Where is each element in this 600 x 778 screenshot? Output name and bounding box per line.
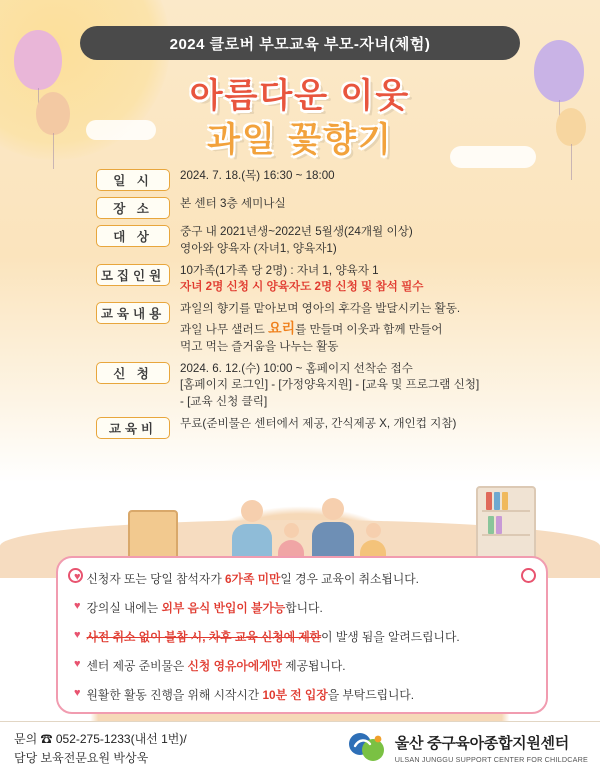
heart-icon: ♥	[74, 571, 81, 583]
notice-box	[56, 556, 548, 714]
info-row	[96, 361, 516, 411]
contact-phone: 문의 ☎ 052-275-1233(내선 1번)/	[14, 732, 187, 746]
poster-title-line1: 아름다운 이웃	[189, 77, 411, 115]
circle-punch-right-icon	[521, 568, 536, 583]
notice-text: 센터 제공 준비물은 신청 영유아에게만 제공됩니다.	[86, 659, 346, 673]
heart-icon: ♥	[74, 629, 81, 641]
notice-emphasis: 사전 취소 없이 불참 시, 차후 교육 신청에 제한	[86, 630, 322, 644]
info-row-label: 일 시	[96, 169, 170, 191]
info-row	[96, 263, 516, 297]
info-row-label: 장 소	[96, 197, 170, 219]
notice-item	[74, 570, 532, 587]
info-row	[96, 196, 516, 219]
bookshelf-illustration	[476, 486, 536, 564]
notice-list	[74, 570, 532, 703]
notice-emphasis: 10분 전 입장	[262, 688, 328, 702]
notice-emphasis: 6가족 미만	[225, 572, 281, 586]
notice-emphasis: 신청 영유아에게만	[187, 659, 282, 673]
info-row-line: [홈페이지 로그인] - [가정양육지원] - [교육 및 프로그램 신청]	[180, 378, 480, 392]
heart-icon: ♥	[74, 600, 81, 612]
notice-item	[74, 657, 532, 674]
info-row	[96, 416, 516, 439]
info-row	[96, 224, 516, 258]
info-row-label: 교육비	[96, 417, 170, 439]
info-row-line: 무료(준비물은 센터에서 제공, 간식제공 X, 개인컵 지참)	[180, 416, 457, 430]
info-row-value	[180, 168, 516, 185]
notice-item	[74, 628, 532, 645]
info-row-value	[180, 301, 516, 355]
notice-emphasis: 외부 음식 반입이 불가능	[161, 601, 286, 615]
info-row-line: 2024. 7. 18.(목) 16:30 ~ 18:00	[180, 169, 335, 182]
info-row-line: 과일 나무 샐러드 요리를 만들며 이웃과 함께 만들어	[180, 319, 443, 336]
ribbon-label: 2024 클로버 부모교육 부모-자녀(체험)	[169, 35, 431, 53]
info-row-label: 대 상	[96, 225, 170, 247]
notice-text: 사전 취소 없이 불참 시, 차후 교육 신청에 제한이 발생 됨을 알려드립니다.	[86, 630, 460, 644]
contact-block	[14, 730, 187, 767]
poster-title-line2: 과일 꽃향기	[207, 121, 393, 159]
info-row-line: 과일의 향기를 맡아보며 영아의 후각을 발달시키는 활동.	[180, 302, 461, 316]
info-row-label: 모집인원	[96, 264, 170, 286]
heart-icon: ♥	[74, 658, 81, 670]
info-row	[96, 168, 516, 191]
highlight-text: 요리	[268, 319, 296, 336]
circle-punch-left-icon	[68, 568, 83, 583]
info-row-label: 신 청	[96, 362, 170, 384]
poster-footer	[0, 721, 600, 778]
info-row-line: 중구 내 2021년생~2022년 5월생(24개월 이상)	[180, 225, 413, 238]
info-row-value	[180, 196, 516, 213]
notice-text: 신청자 또는 당일 참석자가 6가족 미만일 경우 교육이 취소됩니다.	[86, 572, 419, 586]
org-name-ko: 울산 중구육아종합지원센터	[394, 735, 569, 752]
info-row-value	[180, 361, 516, 411]
info-table	[96, 168, 516, 444]
notice-item	[74, 599, 532, 616]
info-row-line: 10가족(1가족 당 2명) : 자녀 1, 양육자 1	[180, 263, 379, 277]
logo-mark-icon	[347, 730, 387, 766]
info-row-line: - [교육 신청 클릭]	[180, 395, 268, 409]
info-row-line: 2024. 6. 12.(수) 10:00 ~ 홈페이지 선착순 접수	[180, 361, 413, 375]
info-row-line: 본 센터 3층 세미나실	[180, 197, 286, 210]
notice-item	[74, 686, 532, 703]
info-row-label: 교육내용	[96, 302, 170, 324]
info-row-value	[180, 224, 516, 258]
organization-logo	[347, 730, 588, 766]
org-name-en: ULSAN JUNGGU SUPPORT CENTER FOR CHILDCARE	[394, 755, 588, 764]
info-row-line: 먹고 먹는 즐거움을 나누는 활동	[180, 339, 339, 353]
info-row	[96, 301, 516, 355]
notice-text: 강의실 내에는 외부 음식 반입이 불가능합니다.	[86, 601, 323, 615]
contact-person: 담당 보육전문요원 박상욱	[14, 750, 149, 765]
info-row-line: 영아와 양육자 (자녀1, 양육자1)	[180, 241, 337, 255]
heart-icon: ♥	[74, 687, 81, 699]
notice-text: 원활한 활동 진행을 위해 시작시간 10분 전 입장을 부탁드립니다.	[86, 688, 415, 702]
info-row-line: 자녀 2명 신청 시 양육자도 2명 신청 및 참석 필수	[180, 280, 424, 294]
info-row-value	[180, 263, 516, 297]
info-row-value	[180, 416, 516, 433]
program-ribbon	[80, 26, 520, 60]
logo-text	[395, 732, 588, 764]
